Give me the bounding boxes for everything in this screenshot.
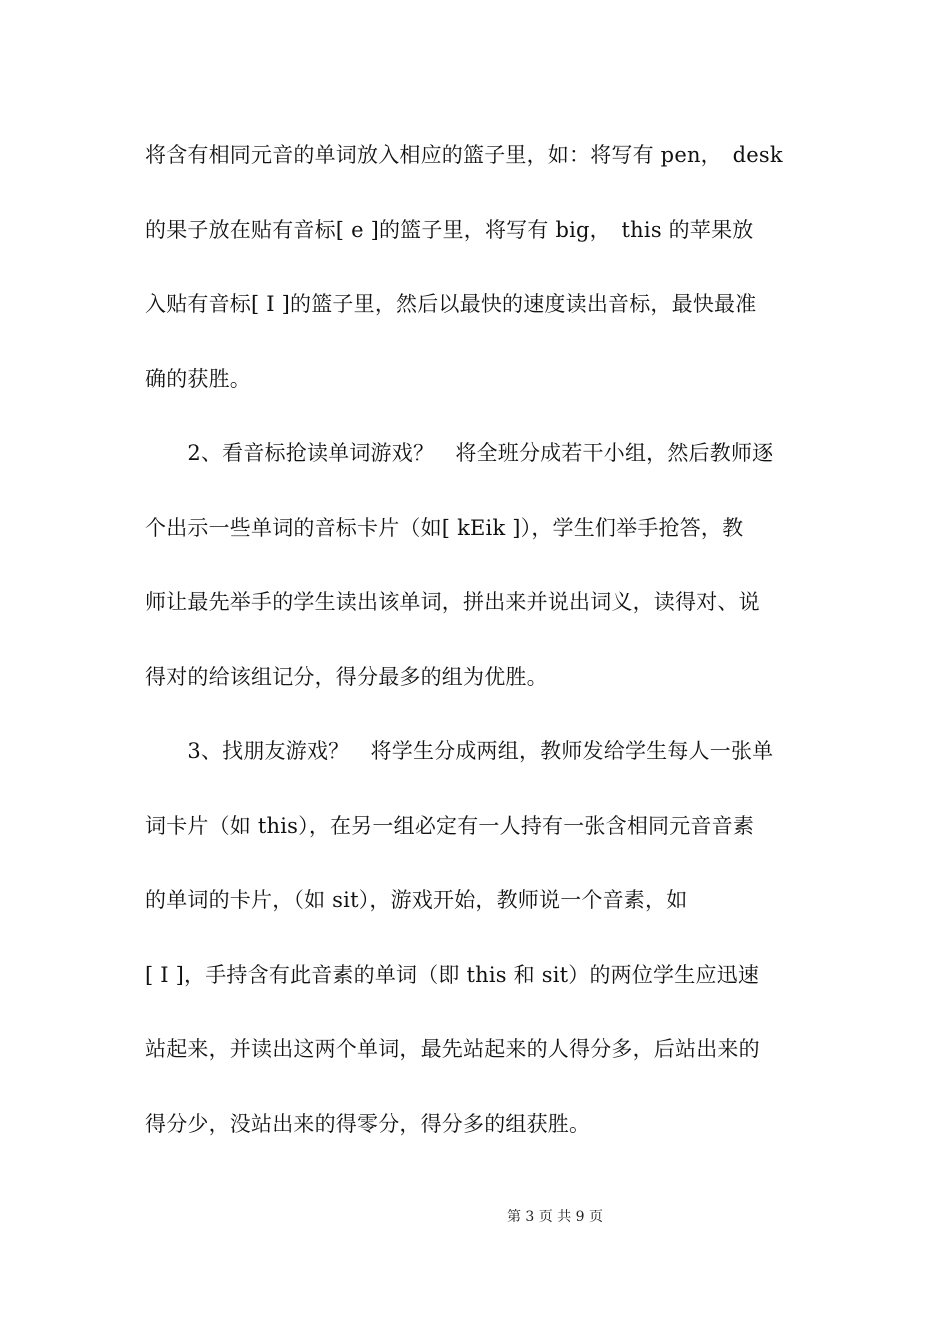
text-line: 3、找朋友游戏？ 将学生分成两组，教师发给学生每人一张单 bbox=[145, 739, 774, 763]
text-line: 得分少，没站出来的得零分，得分多的组获胜。 bbox=[145, 1112, 591, 1136]
text-line: 将含有相同元音的单词放入相应的篮子里，如：将写有 pen， desk bbox=[145, 143, 783, 167]
text-line: 2、看音标抢读单词游戏？ 将全班分成若干小组，然后教师逐 bbox=[145, 441, 774, 465]
text-line: 师让最先举手的学生读出该单词，拼出来并说出词义，读得对、说 bbox=[145, 590, 760, 614]
text-line: 个出示一些单词的音标卡片（如[ kEik ]），学生们举手抢答，教 bbox=[145, 516, 744, 540]
text-line: 站起来，并读出这两个单词，最先站起来的人得分多，后站出来的 bbox=[145, 1037, 760, 1061]
text-line: 词卡片（如 this），在另一组必定有一人持有一张含相同元音音素 bbox=[145, 814, 755, 838]
page-number-footer: 第 3 页 共 9 页 bbox=[506, 1209, 604, 1225]
text-line: 得对的给该组记分，得分最多的组为优胜。 bbox=[145, 665, 548, 689]
text-line: [ I ]，手持含有此音素的单词（即 this 和 sit）的两位学生应迅速 bbox=[145, 963, 760, 987]
text-line: 的单词的卡片，（如 sit），游戏开始，教师说一个音素，如 bbox=[145, 888, 688, 912]
text-line: 确的获胜。 bbox=[145, 367, 251, 391]
text-line: 入贴有音标[ I ]的篮子里，然后以最快的速度读出音标，最快最准 bbox=[145, 292, 757, 316]
text-line: 的果子放在贴有音标[ e ]的篮子里，将写有 big， this 的苹果放 bbox=[145, 218, 754, 242]
